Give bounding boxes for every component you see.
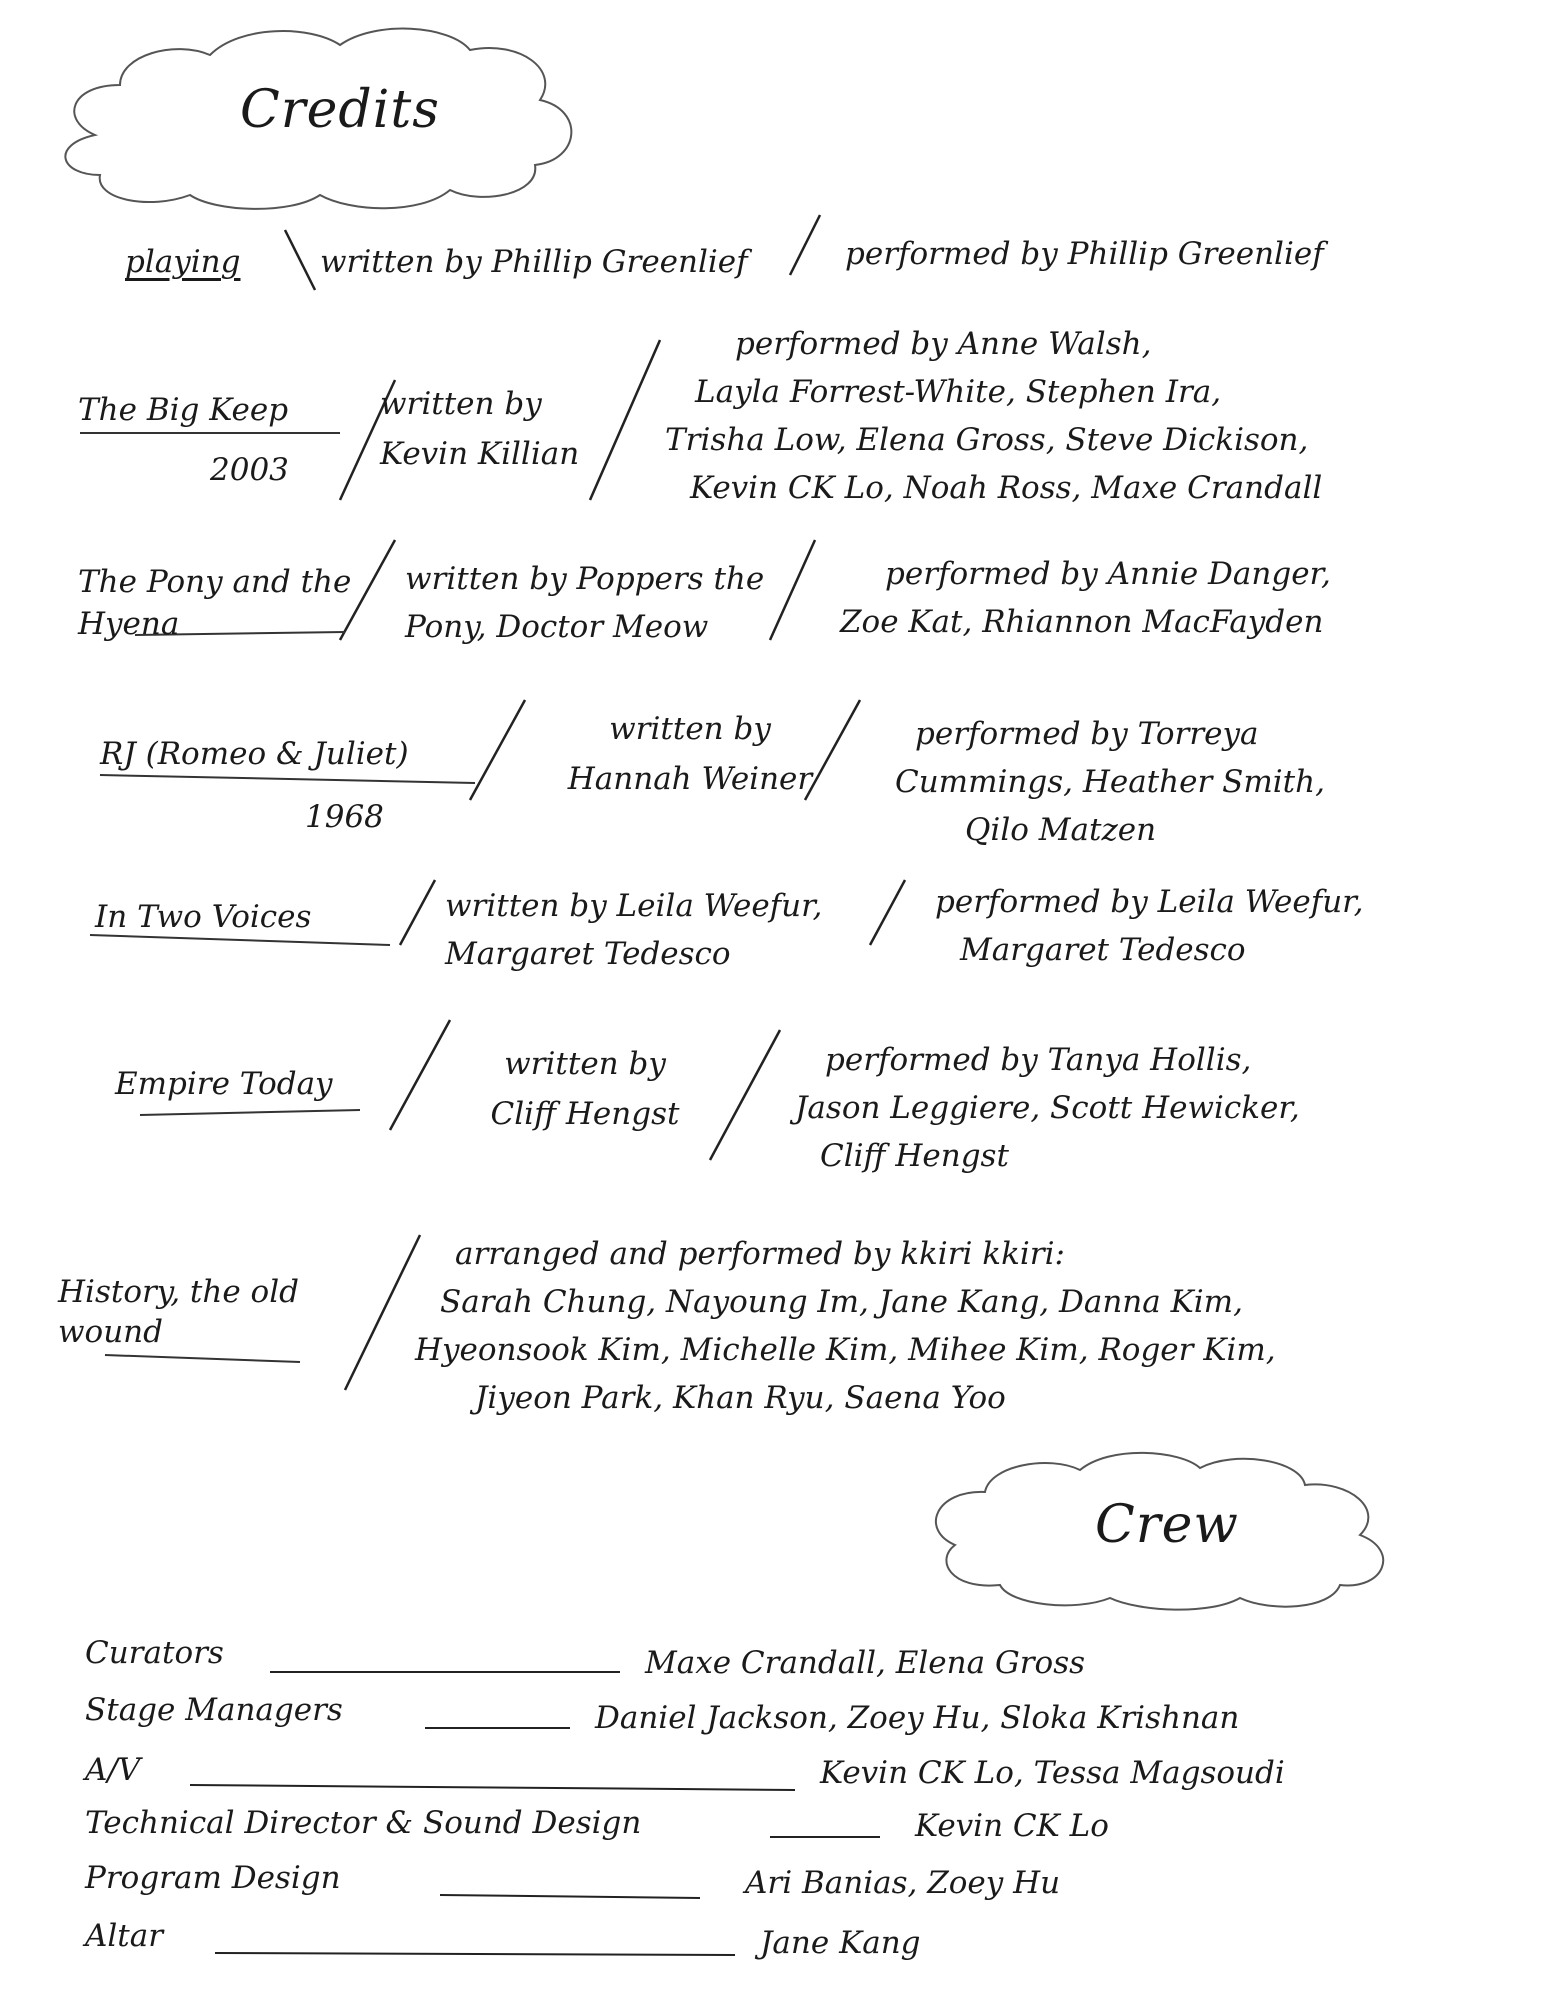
work-title: playing <box>125 244 241 280</box>
work-title: RJ (Romeo & Juliet) <box>100 736 409 772</box>
crew-names: Kevin CK Lo <box>915 1808 1109 1844</box>
crew-names: Daniel Jackson, Zoey Hu, Sloka Krishnan <box>595 1700 1240 1736</box>
written-by: written by Poppers the Pony, Doctor Meow <box>405 561 765 646</box>
credits-heading: Credits <box>240 80 440 140</box>
performed-by-line: performed by Anne Walsh, <box>735 326 1152 362</box>
crew-role: Altar <box>85 1918 164 1954</box>
crew-heading: Crew <box>1095 1495 1239 1555</box>
work-title: The Pony and the Hyena <box>78 564 352 642</box>
written-by: written by Phillip Greenlief <box>320 244 748 280</box>
performed-by-line: Layla Forrest-White, Stephen Ira, <box>695 374 1222 410</box>
crew-role: Technical Director & Sound Design <box>85 1805 642 1841</box>
performed-by-line: performed by Annie Danger, <box>885 556 1331 592</box>
performed-by-line: performed by Torreya <box>915 716 1259 752</box>
written-by: written by Hannah Weiner <box>567 711 813 797</box>
performed-by-line: performed by Leila Weefur, <box>935 884 1364 920</box>
work-title: Empire Today <box>115 1066 333 1102</box>
performed-by-line: arranged and performed by kkiri kkiri: <box>455 1236 1065 1272</box>
performed-by-line: Cummings, Heather Smith, <box>895 764 1325 800</box>
performed-by-line: performed by Tanya Hollis, <box>825 1042 1252 1078</box>
performed-by-line: Zoe Kat, Rhiannon MacFayden <box>840 604 1324 640</box>
written-by: written by Cliff Hengst <box>490 1046 680 1132</box>
performed-by-line: Jiyeon Park, Khan Ryu, Saena Yoo <box>475 1380 1006 1416</box>
performed-by-line: Hyeonsook Kim, Michelle Kim, Mihee Kim, Roger Kim, <box>415 1332 1276 1368</box>
crew-names: Ari Banias, Zoey Hu <box>745 1865 1061 1901</box>
performed-by-line: Qilo Matzen <box>965 812 1157 848</box>
written-by: written by Kevin Killian <box>380 386 580 472</box>
work-title: History, the old wound <box>58 1274 299 1351</box>
performed-by-line: Jason Leggiere, Scott Hewicker, <box>795 1090 1300 1126</box>
performed-by-line: Kevin CK Lo, Noah Ross, Maxe Crandall <box>690 470 1323 506</box>
work-year: 1968 <box>305 799 384 835</box>
crew-role: Stage Managers <box>85 1692 343 1728</box>
crew-names: Jane Kang <box>760 1925 921 1961</box>
performed-by-line: Margaret Tedesco <box>960 932 1246 968</box>
work-year: 2003 <box>210 452 289 488</box>
crew-role: Program Design <box>85 1860 341 1896</box>
work-title: In Two Voices <box>95 899 312 935</box>
work-title: The Big Keep <box>78 392 289 428</box>
performed-by: performed by Phillip Greenlief <box>845 236 1324 272</box>
performed-by-line: Cliff Hengst <box>820 1138 1009 1174</box>
crew-names: Maxe Crandall, Elena Gross <box>645 1645 1086 1681</box>
written-by: written by Leila Weefur, Margaret Tedesco <box>445 888 823 973</box>
crew-role: Curators <box>85 1635 224 1671</box>
crew-names: Kevin CK Lo, Tessa Magsoudi <box>820 1755 1285 1791</box>
performed-by-line: Sarah Chung, Nayoung Im, Jane Kang, Danna Kim, <box>440 1284 1243 1320</box>
performed-by-line: Trisha Low, Elena Gross, Steve Dickison, <box>665 422 1309 458</box>
crew-role: A/V <box>85 1752 141 1788</box>
